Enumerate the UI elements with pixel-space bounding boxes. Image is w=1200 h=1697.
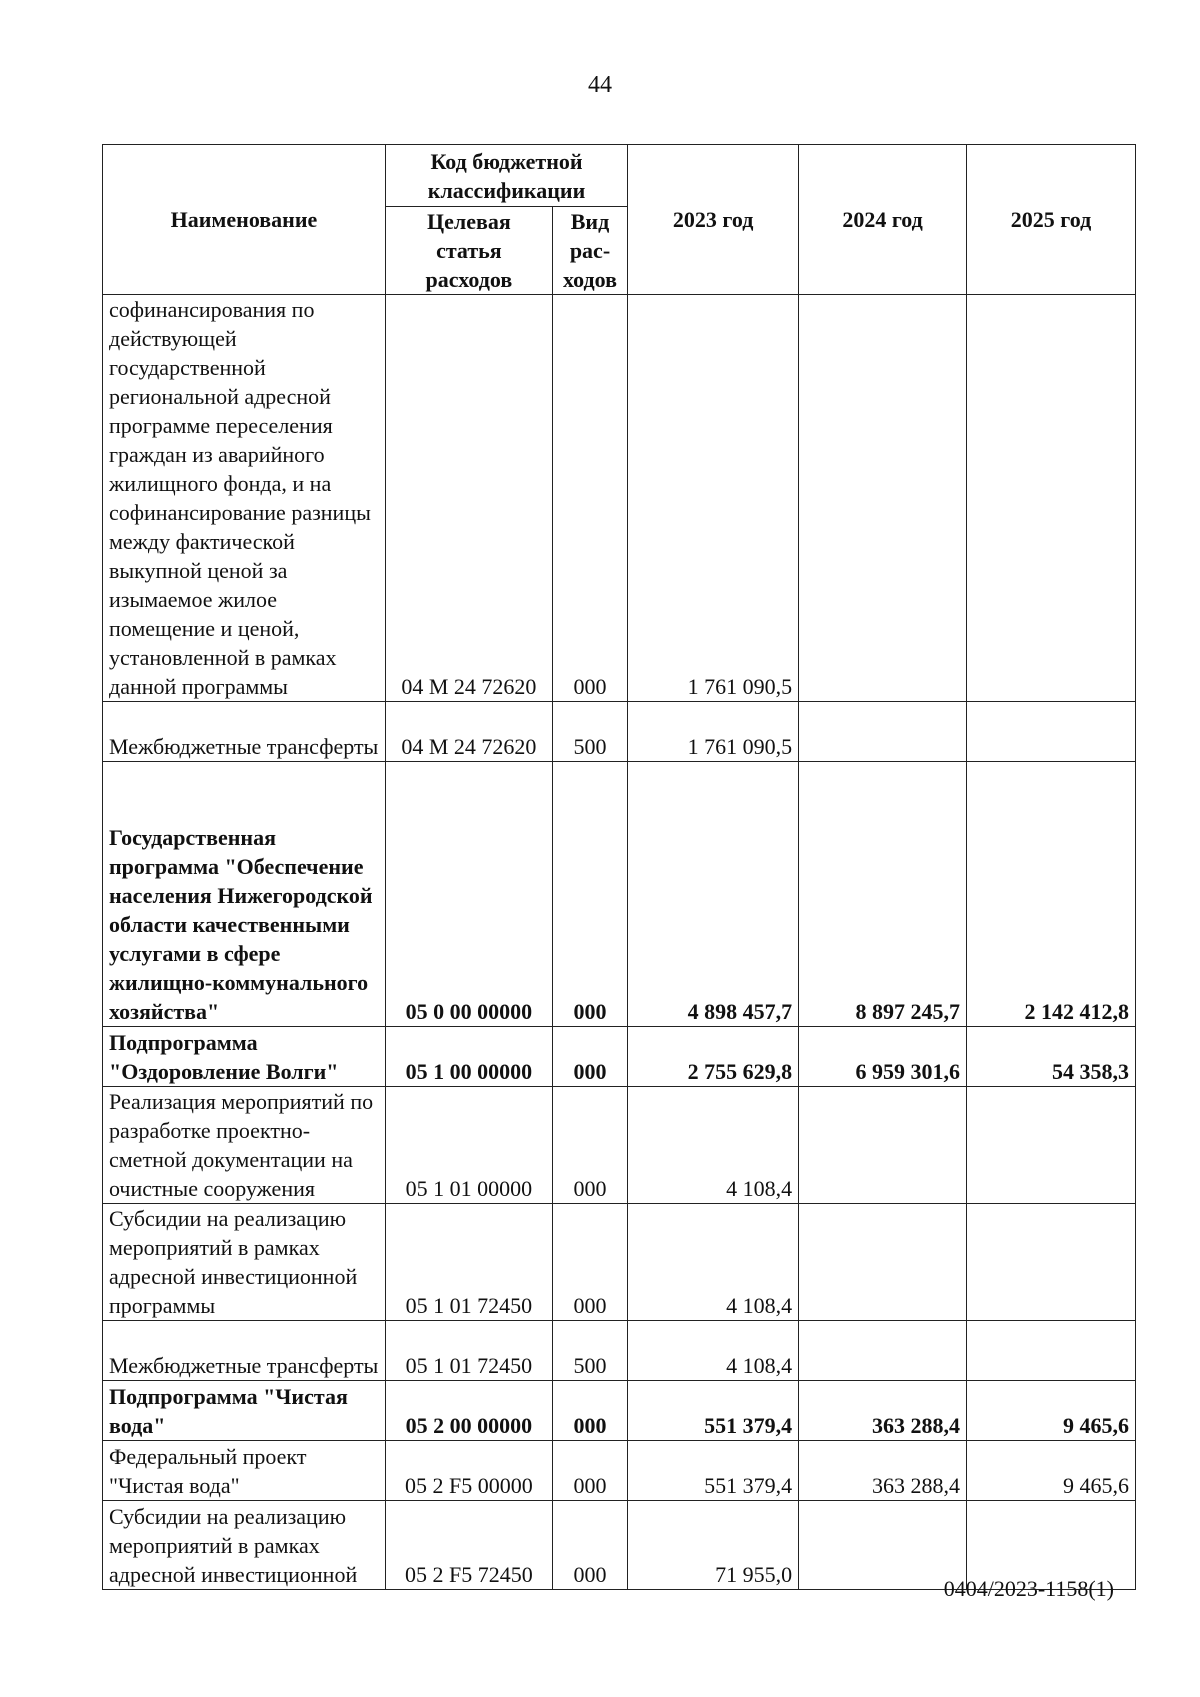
budget-table bbox=[102, 144, 1136, 1590]
row-2024 bbox=[799, 295, 967, 702]
row-kind: 000 bbox=[552, 1204, 627, 1321]
table-row bbox=[103, 1321, 1136, 1381]
row-2024: 8 897 245,7 bbox=[799, 762, 967, 1027]
row-2023: 551 379,4 bbox=[628, 1381, 799, 1441]
row-2025: 2 142 412,8 bbox=[967, 762, 1136, 1027]
table-row bbox=[103, 1027, 1136, 1087]
row-2023: 71 955,0 bbox=[628, 1501, 799, 1590]
row-2024 bbox=[799, 1321, 967, 1381]
page-number: 44 bbox=[588, 72, 612, 98]
row-code: 05 0 00 00000 bbox=[385, 762, 552, 1027]
row-kind: 000 bbox=[552, 762, 627, 1027]
row-name: Межбюджетные трансферты bbox=[103, 1321, 386, 1381]
row-code: 05 1 01 72450 bbox=[385, 1321, 552, 1381]
row-2024: 6 959 301,6 bbox=[799, 1027, 967, 1087]
row-name: Субсидии на реализацию мероприятий в рамках адресной инвестиционной программы bbox=[103, 1204, 386, 1321]
row-2025 bbox=[967, 295, 1136, 702]
row-code: 05 1 00 00000 bbox=[385, 1027, 552, 1087]
header-name: Наименование bbox=[103, 145, 386, 295]
row-2025: 9 465,6 bbox=[967, 1381, 1136, 1441]
row-2025 bbox=[967, 702, 1136, 762]
row-2023: 4 108,4 bbox=[628, 1204, 799, 1321]
header-2024: 2024 год bbox=[799, 145, 967, 295]
row-2023: 2 755 629,8 bbox=[628, 1027, 799, 1087]
row-name: Подпрограмма "Оздоровление Волги" bbox=[103, 1027, 386, 1087]
table-row bbox=[103, 762, 1136, 1027]
row-name: Реализация мероприятий по разработке проектно-сметной документации на очистные сооружения bbox=[103, 1087, 386, 1204]
row-kind: 000 bbox=[552, 1441, 627, 1501]
table-row bbox=[103, 702, 1136, 762]
row-code: 05 1 01 00000 bbox=[385, 1087, 552, 1204]
row-2023: 1 761 090,5 bbox=[628, 702, 799, 762]
table-row bbox=[103, 1381, 1136, 1441]
row-name: Федеральный проект "Чистая вода" bbox=[103, 1441, 386, 1501]
row-code: 04 М 24 72620 bbox=[385, 702, 552, 762]
row-code: 05 1 01 72450 bbox=[385, 1204, 552, 1321]
row-name: Субсидии на реализацию мероприятий в рамках адресной инвестиционной bbox=[103, 1501, 386, 1590]
row-2023: 4 108,4 bbox=[628, 1321, 799, 1381]
row-code: 05 2 F5 00000 bbox=[385, 1441, 552, 1501]
row-code: 04 М 24 72620 bbox=[385, 295, 552, 702]
document-id: 0404/2023-1158(1) bbox=[943, 1576, 1114, 1601]
row-kind: 000 bbox=[552, 1381, 627, 1441]
row-2025: 9 465,6 bbox=[967, 1441, 1136, 1501]
row-name: Межбюджетные трансферты bbox=[103, 702, 386, 762]
table-row bbox=[103, 1087, 1136, 1204]
row-name: софинансирования по действующей государственной региональной адресной программе переселения граждан из аварийного жилищного фонда, и на софинансирование разницы между фактической выкупной ценой за изымаемое жилое помещение и ценой, установленной в рамках данной программы bbox=[103, 295, 386, 702]
row-kind: 000 bbox=[552, 1027, 627, 1087]
table-row bbox=[103, 295, 1136, 702]
row-name: Подпрограмма "Чистая вода" bbox=[103, 1381, 386, 1441]
row-kind: 000 bbox=[552, 295, 627, 702]
row-2024: 363 288,4 bbox=[799, 1381, 967, 1441]
row-name: Государственная программа "Обеспечение населения Нижегородской области качественными услугами в сфере жилищно-коммунального хозяйства" bbox=[103, 762, 386, 1027]
row-kind: 000 bbox=[552, 1087, 627, 1204]
header-expense-kind: Вид рас-ходов bbox=[552, 207, 627, 295]
row-2024 bbox=[799, 1087, 967, 1204]
row-2023: 4 108,4 bbox=[628, 1087, 799, 1204]
header-budget-code: Код бюджетной классификации bbox=[385, 145, 627, 207]
row-2024: 363 288,4 bbox=[799, 1441, 967, 1501]
row-2024 bbox=[799, 1204, 967, 1321]
row-2024 bbox=[799, 1501, 967, 1590]
row-kind: 000 bbox=[552, 1501, 627, 1590]
row-kind: 500 bbox=[552, 702, 627, 762]
header-target-article: Целевая статья расходов bbox=[385, 207, 552, 295]
row-2023: 4 898 457,7 bbox=[628, 762, 799, 1027]
row-2025 bbox=[967, 1204, 1136, 1321]
row-2023: 1 761 090,5 bbox=[628, 295, 799, 702]
row-2025 bbox=[967, 1087, 1136, 1204]
header-2025: 2025 год bbox=[967, 145, 1136, 295]
table-row bbox=[103, 1204, 1136, 1321]
row-2024 bbox=[799, 702, 967, 762]
row-2025: 54 358,3 bbox=[967, 1027, 1136, 1087]
row-kind: 500 bbox=[552, 1321, 627, 1381]
header-2023: 2023 год bbox=[628, 145, 799, 295]
row-2025 bbox=[967, 1321, 1136, 1381]
row-code: 05 2 00 00000 bbox=[385, 1381, 552, 1441]
row-2023: 551 379,4 bbox=[628, 1441, 799, 1501]
table-row bbox=[103, 1441, 1136, 1501]
row-code: 05 2 F5 72450 bbox=[385, 1501, 552, 1590]
